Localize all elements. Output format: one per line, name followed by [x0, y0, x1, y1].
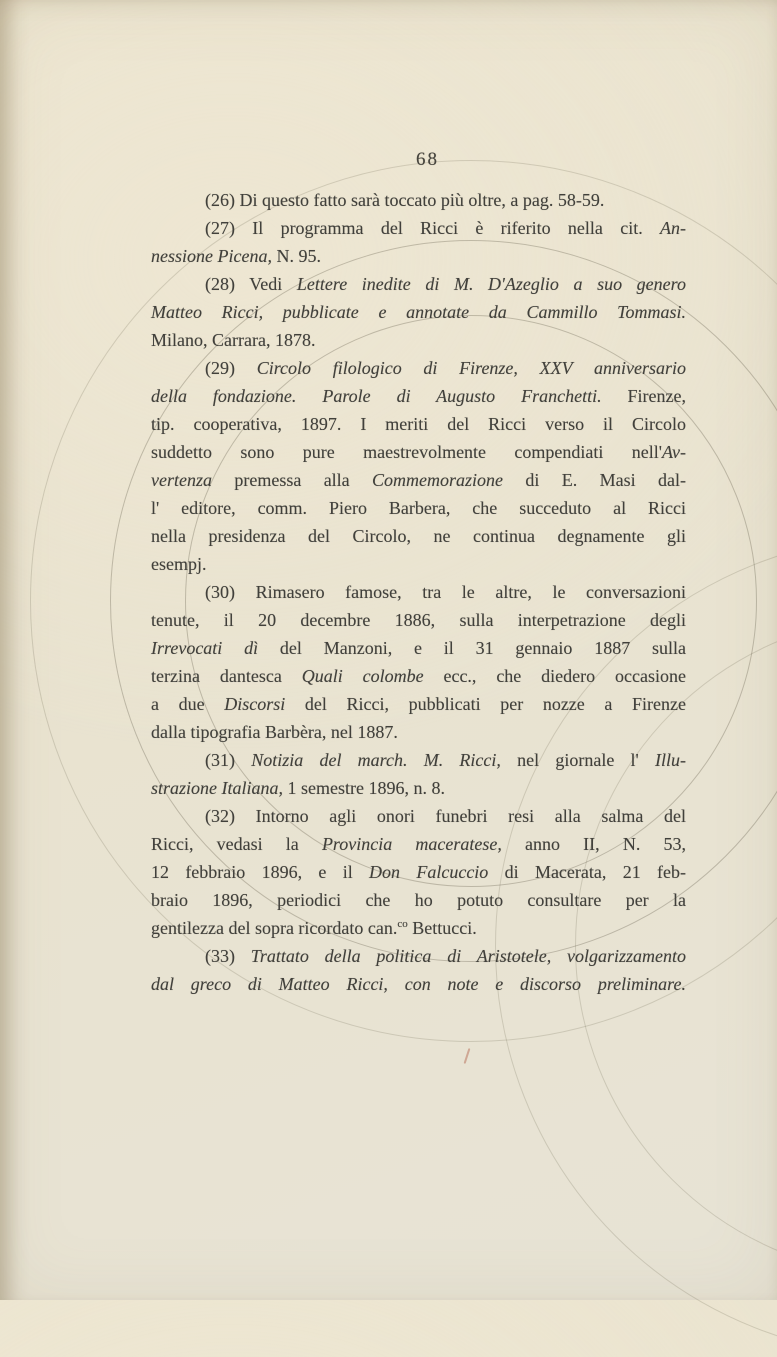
footnote-28 [151, 270, 686, 354]
footnote-line: a due Discorsi del Ricci, pubblicati per nozze a Firenze [151, 694, 686, 714]
footnote-line: braio 1896, periodici che ho potuto consultare per la [151, 890, 686, 910]
footnote-27 [151, 214, 686, 270]
footnote-line: l' editore, comm. Piero Barbera, che succeduto al Ricci [151, 498, 686, 518]
footnote-line: (33) Trattato della politica di Aristotele, volgarizzamento [205, 946, 686, 966]
footnote-line: gentilezza del sopra ricordato can.$^{co}$ Bettucci. [151, 918, 477, 938]
footnote-line: nessione Picena, N. 95. [151, 246, 321, 266]
footnote-31 [151, 746, 686, 802]
footnotes-text-block [151, 186, 686, 998]
footnote-line: nella presidenza del Circolo, ne continua degnamente gli [151, 526, 686, 546]
page-number: 68 [416, 149, 439, 170]
footnote-line: Milano, Carrara, 1878. [151, 330, 316, 350]
footnote-line: (30) Rimasero famose, tra le altre, le conversazioni [205, 582, 686, 602]
footnote-29 [151, 354, 686, 578]
footnote-line: Matteo Ricci, pubblicate e annotate da Cammillo Tommasi. [151, 302, 686, 322]
footnote-line: esempj. [151, 554, 207, 574]
footnote-33 [151, 942, 686, 998]
footnote-line: suddetto sono pure maestrevolmente compendiati nell'Av- [151, 442, 686, 462]
footnote-line: tenute, il 20 decembre 1886, sulla interpetrazione degli [151, 610, 686, 630]
footnote-line: Irrevocati dì del Manzoni, e il 31 gennaio 1887 sulla [151, 638, 686, 658]
footnote-line: (31) Notizia del march. M. Ricci, nel giornale l' Illu- [205, 750, 686, 770]
footnote-line: (27) Il programma del Ricci è riferito nella cit. An- [205, 218, 686, 238]
footnote-line: tip. cooperativa, 1897. I meriti del Ricci verso il Circolo [151, 414, 686, 434]
footnote-32 [151, 802, 686, 942]
footnote-line: della fondazione. Parole di Augusto Franchetti. Firenze, [151, 386, 686, 406]
footnote-line: vertenza premessa alla Commemorazione di E. Masi dal- [151, 470, 687, 490]
footnote-line: Ricci, vedasi la Provincia maceratese, anno II, N. 53, [151, 834, 686, 854]
paper-fiber-mark [464, 1048, 471, 1064]
footnote-line: dal greco di Matteo Ricci, con note e discorso preliminare. [151, 974, 686, 994]
footnote-line: (28) Vedi Lettere inedite di M. D'Azeglio a suo genero [205, 274, 686, 294]
footnote-line: 12 febbraio 1896, e il Don Falcuccio di Macerata, 21 feb- [151, 862, 686, 882]
footnote-line: (29) Circolo filologico di Firenze, XXV anniversario [205, 358, 686, 378]
footnote-26 [151, 186, 686, 214]
footnote-30 [151, 578, 686, 746]
footnote-line: (32) Intorno agli onori funebri resi alla salma del [205, 806, 686, 826]
footnote-line: strazione Italiana, 1 semestre 1896, n. 8. [151, 778, 445, 798]
footnote-line: (26) Di questo fatto sarà toccato più oltre, a pag. 58-59. [205, 190, 605, 210]
footnote-line: terzina dantesca Quali colombe ecc., che diedero occasione [151, 666, 686, 686]
footnote-line: dalla tipografia Barbèra, nel 1887. [151, 722, 398, 742]
